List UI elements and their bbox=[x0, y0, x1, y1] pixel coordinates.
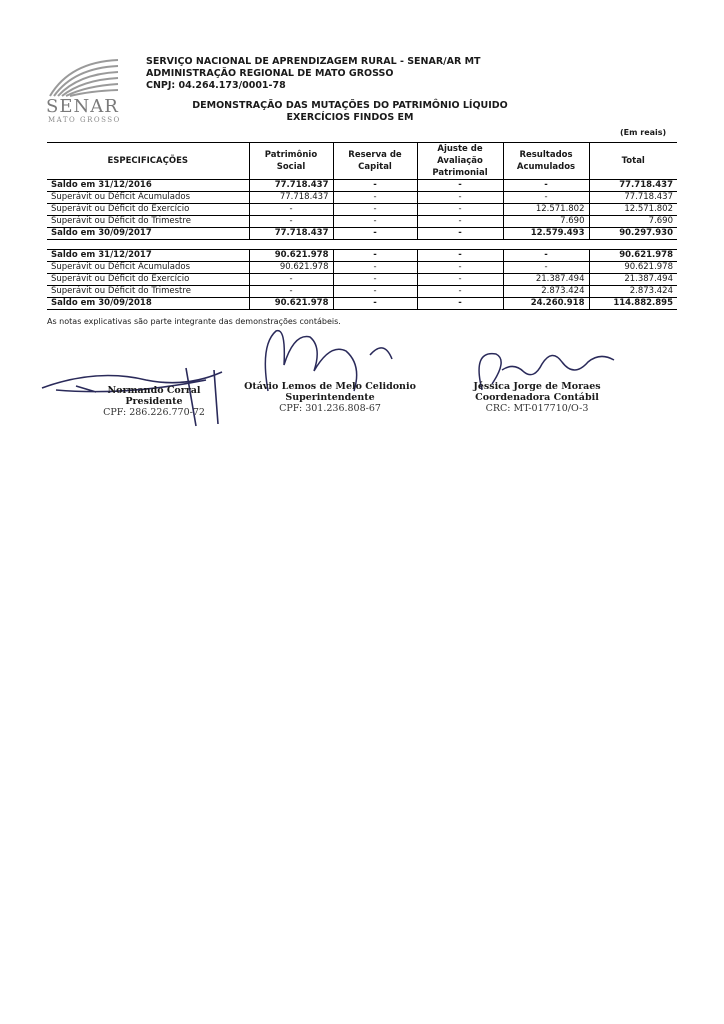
cell-value: 77.718.437 bbox=[249, 228, 333, 240]
cell-value: 21.387.494 bbox=[589, 274, 677, 286]
column-header: Reserva de Capital bbox=[333, 143, 417, 180]
cell-value: 90.621.978 bbox=[249, 298, 333, 310]
row-label: Saldo em 31/12/2017 bbox=[47, 250, 249, 262]
cell-value: - bbox=[417, 262, 503, 274]
table-row bbox=[47, 204, 677, 216]
row-label: Superávit ou Déficit do Trimestre bbox=[47, 286, 249, 298]
cell-value: - bbox=[417, 274, 503, 286]
row-label: Superávit ou Déficit do Exercício bbox=[47, 274, 249, 286]
cell-value: - bbox=[333, 250, 417, 262]
equity-changes-table bbox=[47, 142, 677, 310]
explanatory-note: As notas explicativas são parte integrante das demonstrações contábeis. bbox=[47, 317, 341, 326]
units-label: (Em reais) bbox=[620, 128, 667, 137]
table-row bbox=[47, 250, 677, 262]
logo-subtitle: MATO GROSSO bbox=[48, 116, 121, 124]
signer-role: Superintendente bbox=[285, 392, 375, 403]
cell-value: - bbox=[333, 298, 417, 310]
cell-value: 2.873.424 bbox=[503, 286, 589, 298]
cell-value: 77.718.437 bbox=[249, 180, 333, 192]
cell-value: - bbox=[333, 216, 417, 228]
document-title: DEMONSTRAÇÃO DAS MUTAÇÕES DO PATRIMÔNIO LÍQUIDO bbox=[192, 100, 508, 111]
cell-value: 24.260.918 bbox=[503, 298, 589, 310]
signature-block-president bbox=[64, 385, 244, 418]
cell-value: - bbox=[417, 250, 503, 262]
table-row bbox=[47, 298, 677, 310]
signature-block-superintendent bbox=[230, 381, 430, 414]
cell-value: - bbox=[333, 180, 417, 192]
cell-value: 90.621.978 bbox=[249, 262, 333, 274]
table-spacer-row bbox=[47, 240, 677, 250]
table-row bbox=[47, 274, 677, 286]
cell-value: - bbox=[333, 262, 417, 274]
row-label: Superávit ou Déficit Acumulados bbox=[47, 192, 249, 204]
cell-value: - bbox=[417, 216, 503, 228]
column-header: Total bbox=[589, 143, 677, 180]
column-header: Resultados Acumulados bbox=[503, 143, 589, 180]
cell-value: - bbox=[417, 228, 503, 240]
cell-value: - bbox=[417, 180, 503, 192]
cell-value: 21.387.494 bbox=[503, 274, 589, 286]
cell-value: - bbox=[503, 262, 589, 274]
cell-value: 7.690 bbox=[503, 216, 589, 228]
table-header-row bbox=[47, 143, 677, 180]
cell-value: - bbox=[249, 204, 333, 216]
cell-value: 12.571.802 bbox=[589, 204, 677, 216]
cell-value: - bbox=[333, 192, 417, 204]
column-header: Ajuste de Avaliação Patrimonial bbox=[417, 143, 503, 180]
row-label: Superávit ou Déficit do Exercício bbox=[47, 204, 249, 216]
org-cnpj: CNPJ: 04.264.173/0001-78 bbox=[146, 80, 286, 91]
cell-value: - bbox=[417, 298, 503, 310]
column-header: Patrimônio Social bbox=[249, 143, 333, 180]
cell-value: - bbox=[503, 250, 589, 262]
cell-value: 77.718.437 bbox=[589, 192, 677, 204]
org-regional: ADMINISTRAÇÃO REGIONAL DE MATO GROSSO bbox=[146, 68, 394, 79]
table-row bbox=[47, 216, 677, 228]
cell-value: 90.297.930 bbox=[589, 228, 677, 240]
row-label: Superávit ou Déficit do Trimestre bbox=[47, 216, 249, 228]
row-label: Saldo em 31/12/2016 bbox=[51, 180, 152, 190]
table-row bbox=[47, 180, 677, 192]
cell-value: 77.718.437 bbox=[249, 192, 333, 204]
document-subtitle: EXERCÍCIOS FINDOS EM bbox=[286, 112, 414, 123]
cell-value: - bbox=[333, 286, 417, 298]
cell-value: - bbox=[249, 286, 333, 298]
signer-id: CRC: MT-017710/O-3 bbox=[485, 403, 589, 414]
table-row bbox=[47, 262, 677, 274]
cell-value: - bbox=[333, 228, 417, 240]
cell-value: 7.690 bbox=[589, 216, 677, 228]
cell-value: 2.873.424 bbox=[589, 286, 677, 298]
cell-value: 77.718.437 bbox=[589, 180, 677, 192]
cell-value: 90.621.978 bbox=[589, 250, 677, 262]
cell-value: - bbox=[417, 286, 503, 298]
cell-value: - bbox=[417, 204, 503, 216]
cell-value: - bbox=[333, 204, 417, 216]
cell-value: 12.571.802 bbox=[503, 204, 589, 216]
column-header: ESPECIFICAÇÕES bbox=[47, 143, 249, 180]
signer-name: Jéssica Jorge de Moraes bbox=[473, 381, 601, 392]
cell-value: 90.621.978 bbox=[589, 262, 677, 274]
cell-value: - bbox=[249, 274, 333, 286]
org-name: SERVIÇO NACIONAL DE APRENDIZAGEM RURAL - SENAR/AR MT bbox=[146, 56, 481, 67]
cell-value: - bbox=[503, 192, 589, 204]
signature-block-accountant bbox=[452, 381, 622, 414]
cell-value: 90.621.978 bbox=[249, 250, 333, 262]
cell-value: 12.579.493 bbox=[503, 228, 589, 240]
row-label: Superávit ou Déficit Acumulados bbox=[47, 262, 249, 274]
cell-value: - bbox=[503, 180, 589, 192]
row-label: Saldo em 30/09/2017 bbox=[47, 228, 249, 240]
cell-value: 114.882.895 bbox=[589, 298, 677, 310]
table-row bbox=[47, 228, 677, 240]
logo-wordmark: SENAR bbox=[46, 96, 119, 117]
signer-id: CPF: 286.226.770-72 bbox=[103, 407, 205, 418]
table-row bbox=[47, 192, 677, 204]
cell-value: - bbox=[249, 216, 333, 228]
signer-role: Coordenadora Contábil bbox=[475, 392, 599, 403]
cell-value: - bbox=[333, 274, 417, 286]
signer-role: Presidente bbox=[125, 396, 183, 407]
table-row bbox=[47, 286, 677, 298]
signer-name: Normando Corral bbox=[107, 385, 201, 396]
signer-name: Otávio Lemos de Melo Celidonio bbox=[244, 381, 416, 392]
signer-id: CPF: 301.236.808-67 bbox=[279, 403, 381, 414]
cell-value: - bbox=[417, 192, 503, 204]
row-label: Saldo em 30/09/2018 bbox=[47, 298, 249, 310]
